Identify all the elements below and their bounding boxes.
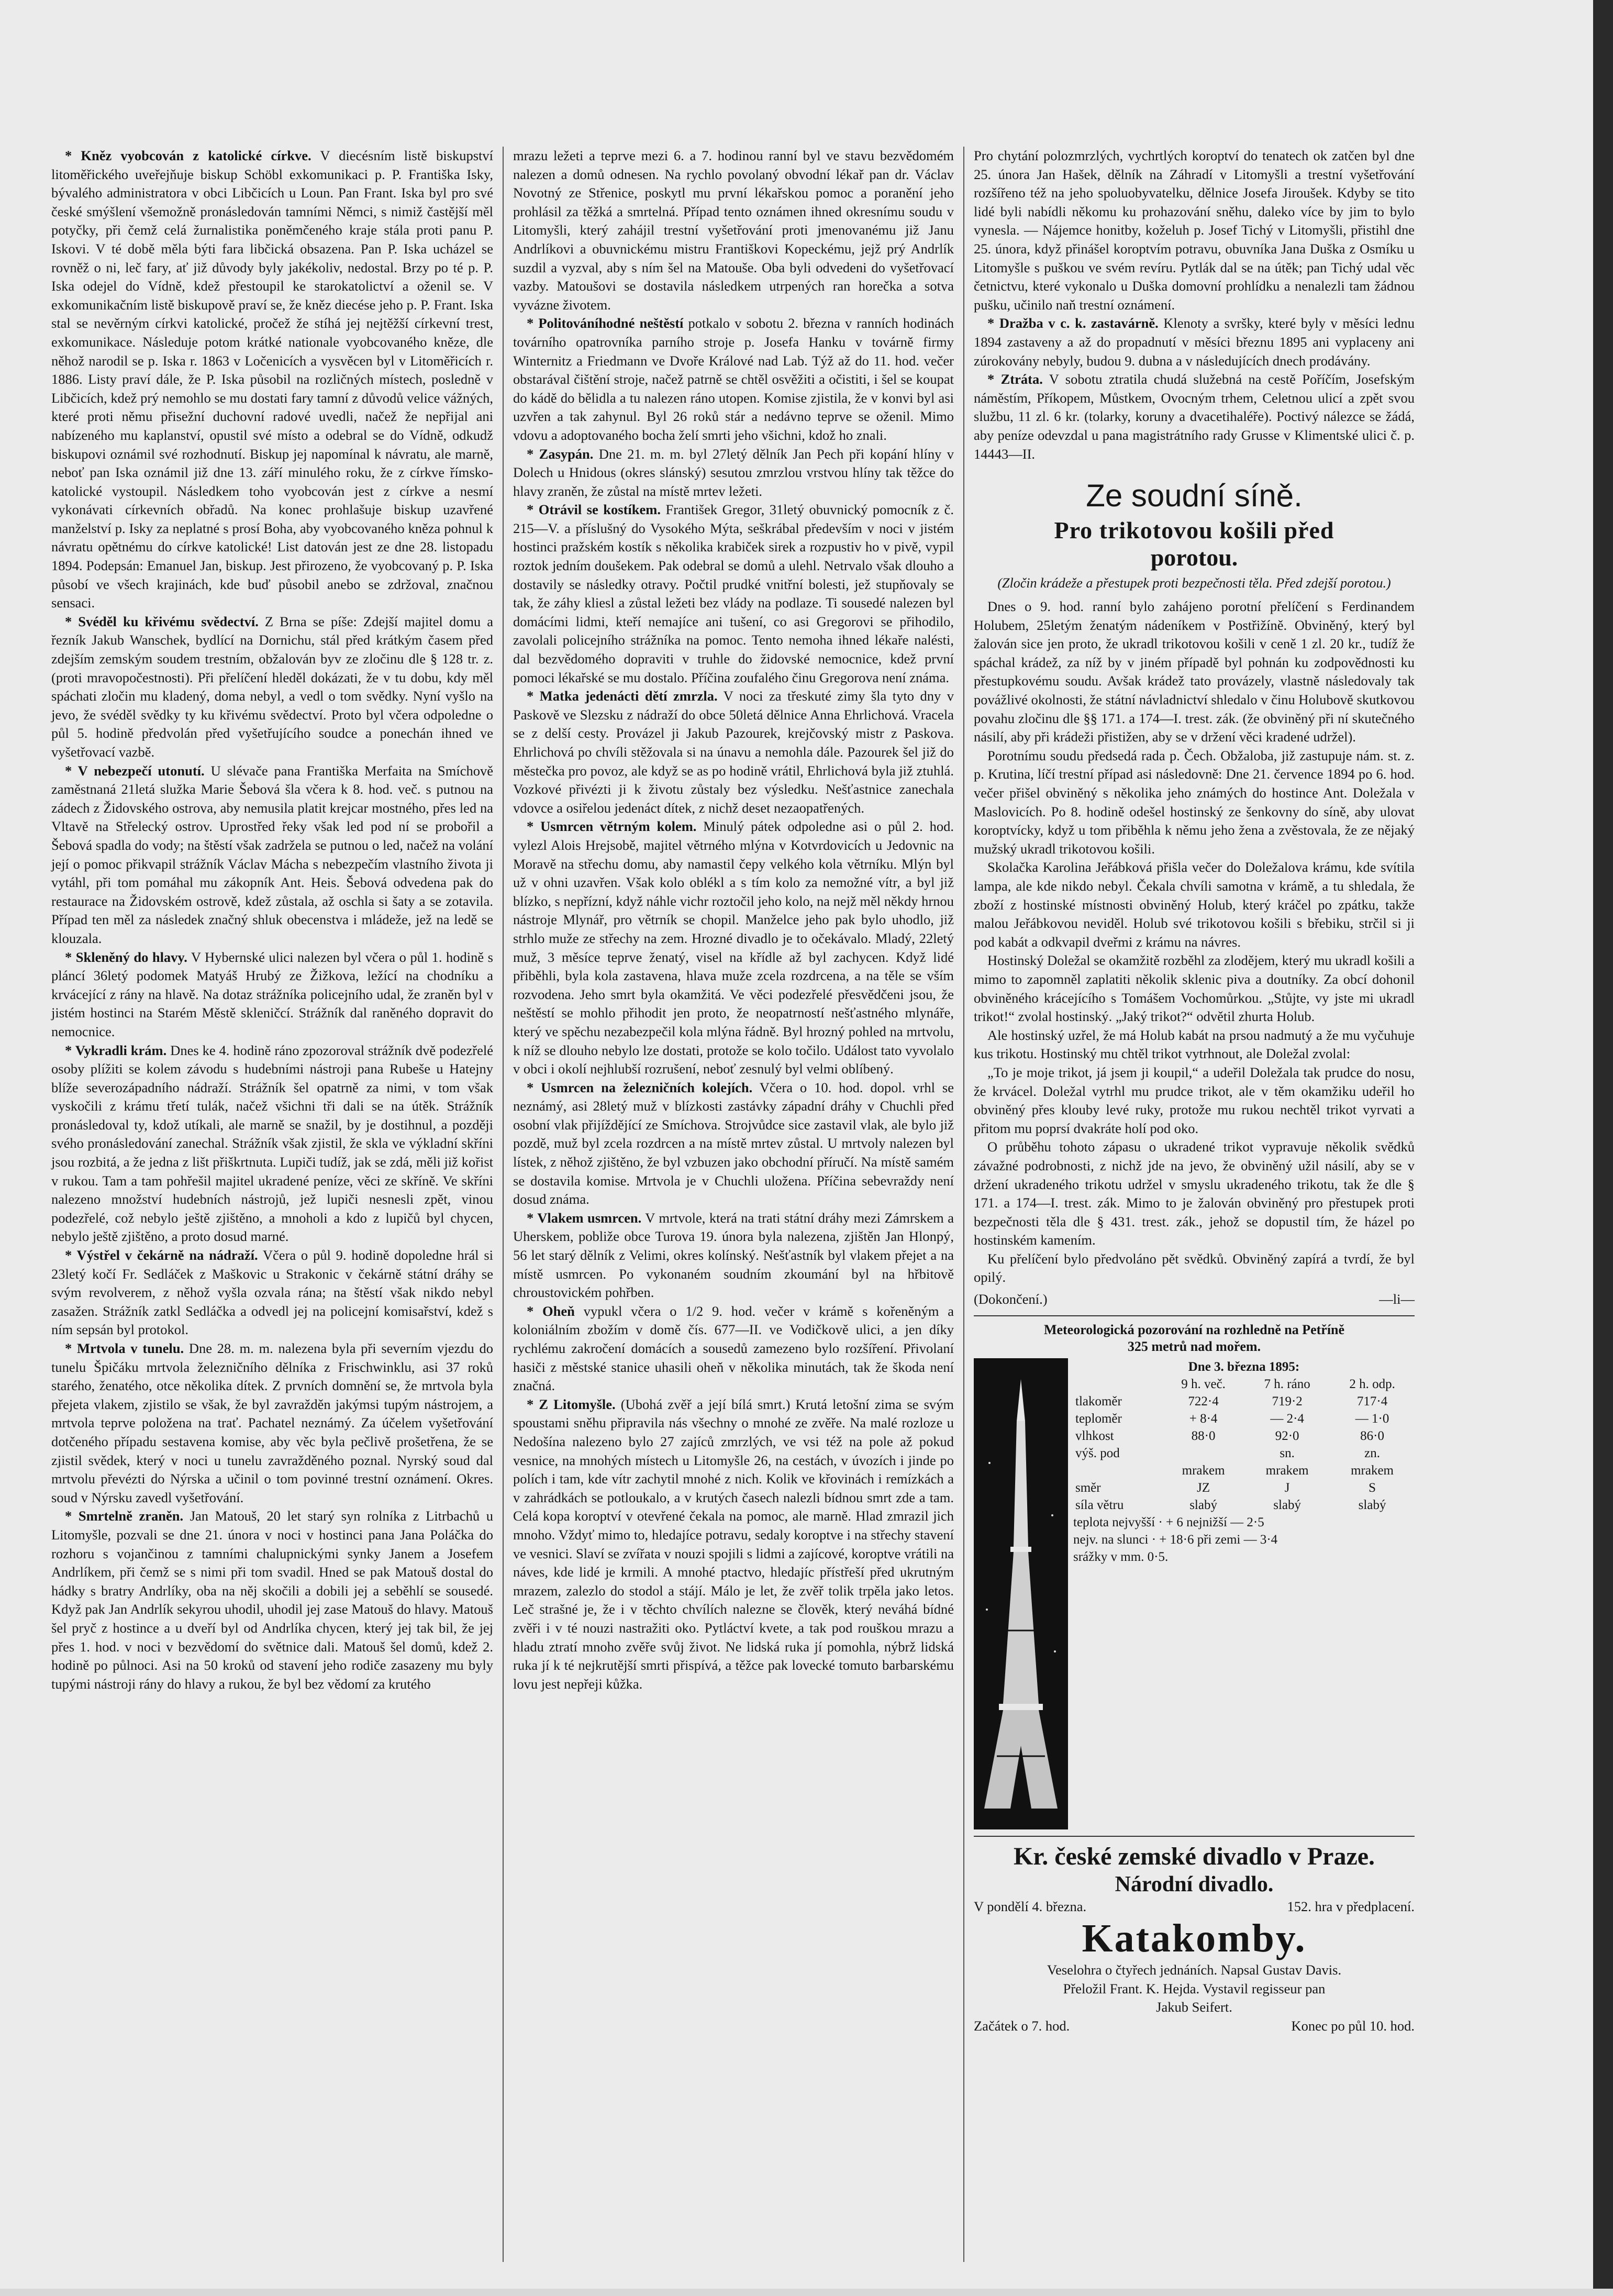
meteo-value: JZ (1197, 1480, 1210, 1495)
meteo-value: — 1·0 (1355, 1411, 1389, 1426)
news-headline: * Vykradli krám. (65, 1042, 167, 1058)
section-subtitle: Pro trikotovou košili před (1054, 517, 1334, 544)
meteo-row (1073, 1496, 1415, 1514)
news-item (513, 147, 954, 314)
column-3-news (974, 147, 1415, 463)
meteo-value: + 8·4 (1189, 1411, 1218, 1426)
meteo-value: S (1369, 1480, 1376, 1495)
section-subtitle-2: porotou. (1150, 544, 1238, 571)
news-body: Dne 21. m. m. byl 27letý dělník Jan Pech při kopání hlíny v Dolech u Hnidous (okres slánský) sesutou zmrzlou vrstvou hlíny tak těžce do hlavy zraněn, že zůstal na místě mrtev ležeti. (513, 446, 954, 499)
meteo-row-label: vlhkost (1075, 1428, 1114, 1443)
column-2 (503, 147, 963, 2262)
news-headline: * Politováníhodné neštěstí (527, 315, 684, 331)
meteo-row (1073, 1445, 1415, 1462)
meteo-row-label: síla větru (1075, 1498, 1124, 1512)
news-item (974, 147, 1415, 314)
news-body: Dne 28. m. m. nalezena byla při severním vjezdu do tunelu Špičáku mrtvola železničního dělníka z Frischwinklu, asi 37 roků starého, ženatého, otce několika dítek. Z prvních domnění se, že mrtvola byla přejeta vlakem, zjistilo se však, že byl zavražděn jakýmsi tupým nástrojem, a mrtvola teprve položena na trať. Pachatel neznámý. Za účelem vyšetřování dotčeného případu sestavena komise, aby věc byla pečlivě prošetřena, že se zjistil svědek, který v noci u tunelu zavražděného poznal. Nyrský soud dal mrtvolu převézti do Nýrska a učinil o tom povinné trestní oznámení. Okres. soud v Nýrsku zavedl vyšetřování. (51, 1340, 494, 1505)
meteo-column-header: 7 h. ráno (1264, 1377, 1310, 1391)
theatre-subtitle: Národní divadlo. (1115, 1872, 1274, 1896)
news-item (51, 147, 493, 613)
tower-icon (974, 1358, 1068, 1829)
news-headline: * Usmrcen větrným kolem. (527, 818, 697, 835)
article-footer (974, 1290, 1415, 1309)
meteo-value: slabý (1189, 1498, 1217, 1512)
meteo-row (1073, 1479, 1415, 1496)
section-note: (Zločin krádeže a přestupek proti bezpečnosti těla. Před zdejší porotou.) (997, 575, 1391, 591)
meteo-row-label: teploměr (1075, 1411, 1122, 1426)
news-headline: * V nebezpečí utonutí. (65, 762, 205, 779)
meteo-row-label: směr (1075, 1480, 1101, 1495)
news-headline: * Výstřel v čekárně na nádraží. (65, 1247, 258, 1263)
court-paragraph: O průběhu tohoto zápasu o ukradené trikot vypravuje několik svědků závažné podrobnosti, z nichž jde na jevo, že obviněný užil násilí, aby se v držení ukradeného trikotu udržel v smyslu ukradeného trikotu, tak že dle § 171. a 174—I. trest. zák. Mimo to je žalován obviněný pro přestupek proti bezpečnosti těla dle § 431. trest. zák., jehož se dopustil tím, že házel po hostinském kamením. (974, 1139, 1415, 1248)
news-body: Jan Matouš, 20 let starý syn rolníka z Litrbachů u Litomyšle, pozvali se dne 21. února v noci v hostinci pana Jana Poláčka do rozhoru s vojančinou z tamními chalupnickými synky Janem a Josefem Andrlíkem, při čemž se s nimi při tom svadil. Hned se pak Matouš dostal do hádky s bratry Andrlíky, oba na něj skočili a dobili jej a seběhlí se sousedé. Když pak Jan Andrlík sekyrou uhodil, uhodil jej zase Matouš do hlavy. Matouš šel pryč z hostince a u dveří byl od Andrlíka chycen, který jej tak bil, že jej přes 1. hod. v noci v bezvědomí do světnice dali. Matouš šel domů, kdež 2. hodině po půlnoci. Asi na 50 kroků od stavení jeho rodiče zasazeny mu byly tupými nástroji rány do hlavy a rukou, že byl bez vědomí za krutého (51, 1508, 493, 1692)
news-body: Pro chytání polozmrzlých, vychrtlých koroptví do tenatech ok zatčen byl dne 25. února Jan Hašek, dělník na Záhradí v Litomyšli a trestní vyšetřování rozšířeno též na jeho spoluobyvatelku, dělnice Josefa Jiroušek. Kdyby se tito lidé byli nabídli někomu ku prohazování sněhu, daleko více by jim to bylo vynesla. — Nájemce honitby, koželuh p. Josef Tichý v Litomyšli, přistihl dne 25. února, když přinášel koroptvím potravu, obuvníka Jana Duška z Osmíku u Litomyšle s puškou ve svém revíru. Pytlák dal se na útěk; pan Tichý udal věc četnictvu, které vykonalo u Duška domovní prohlídku a nenalezli tam žádnou pušku, učinilo naň trestní oznámení. (974, 148, 1415, 313)
news-headline: * Oheň (527, 1303, 575, 1319)
author-signature: —li— (1379, 1291, 1415, 1307)
continuation-note: (Dokončení.) (974, 1291, 1048, 1307)
news-headline: * Kněz vyobcován z katolické církve. (65, 148, 312, 163)
news-body: Klenoty a svršky, které byly v měsíci lednu 1894 zastaveny a až do propadnutí v měsíci březnu 1895 ani vyplaceny ani zúrokovány nebyly, budou 9. dubna a v následujících dnech prodávány. (974, 315, 1415, 369)
meteo-row-label: tlakoměr (1075, 1394, 1122, 1408)
news-headline: * Usmrcen na železničních kolejích. (527, 1079, 753, 1095)
news-item (513, 1209, 954, 1302)
meteo-heading (974, 1322, 1415, 1355)
theatre-day: V pondělí 4. března. (974, 1898, 1087, 1914)
meteo-extra-line: teplota nejvyšší · + 6 nejnižší — 2·5 (1073, 1515, 1264, 1529)
meteo-value: slabý (1273, 1498, 1301, 1512)
meteo-value: 86·0 (1360, 1428, 1384, 1443)
news-headline: * Matka jedenácti dětí zmrzla. (527, 688, 718, 704)
news-body: vypukl včera o 1/2 9. hod. večer v krámě s kořeněným a koloniálním zbožím v domě čís. 677—II. ve Vodičkově ulici, a jen díky rychlému zakročení domácích a sousedů zamezeno bylo rozšíření. Přivolaní hasiči z městské stanice uhasili oheň v několika minutách, tak že škoda není značná. (513, 1303, 954, 1394)
court-paragraph: „To je moje trikot, já jsem ji koupil,“ a udeřil Doležala tak prudce do nosu, že krvácel. Doležal vytrhl mu prudce trikot, ale v těm okamžiku udeřil ho obviněný přes klouby levé ruky, protože mu rukou nechtěl trikot vyrvati a přitom mu poprsí dvakráte holí pod oko. (974, 1064, 1415, 1136)
meteo-value: slabý (1358, 1498, 1386, 1512)
meteo-column-header: 2 h. odp. (1349, 1377, 1395, 1391)
meteo-row (1073, 1410, 1415, 1427)
meteo-value: mrakem (1265, 1463, 1309, 1478)
meteo-extra (1073, 1514, 1415, 1566)
news-body: V Hybernské ulici nalezen byl včera o půl 1. hodině s pláncí 36letý podomek Matyáš Hrubý ze Žižkova, ležící na chodníku a krvácející z rány na hlavě. Na dotaz strážníka policejního udal, že zraněn byl v jistém hostinci na Starém Městě skleničcí. Strážník dal raněného dopravit do nemocnice. (51, 949, 493, 1039)
meteo-value: 717·4 (1356, 1394, 1388, 1408)
meteo-value: sn. (1280, 1446, 1295, 1460)
meteo-row (1073, 1427, 1415, 1445)
meteo-heading-line-2: 325 metrů nad mořem. (1127, 1338, 1261, 1354)
court-paragraph: Hostinský Doležal se okamžitě rozběhl za zlodějem, který mu ukradl košili a mimo to zapomněl zaplatiti několik sklenic piva a doutníky. Za obcí dohonil obviněného krácejícího s Tomášem Vochomůrkou. „Stůjte, vy jste mi ukradl trikot!“ zvolal hostinský. „Jaký trikot?“ odvětil zhurta Holub. (974, 952, 1415, 1025)
meteo-value: mrakem (1182, 1463, 1225, 1478)
divider (974, 1836, 1415, 1837)
meteo-row-label (1073, 1462, 1162, 1479)
column-3 (963, 147, 1424, 2262)
meteo-value: 88·0 (1191, 1428, 1216, 1443)
news-body: mrazu ležeti a teprve mezi 6. a 7. hodinou ranní byl ve stavu bezvědomém nalezen a domů odnesen. Na rychlo povolaný obvodní lékař pan dr. Václav Novotný ze Střenice, poskytl mu první lékařskou pomoc a poranění jeho prohlásil za těžká a smrtelná. Případ tento oznámen ihned okresnímu soudu v Litomyšli, který zahájil trestní vyšetřování proti jmenovanému již Janu Andrlíkovi a obuvnickému mistru Františkovi Kopeckému, jejž prý Andrlík suzdil a vyzval, aby s ním šel na Matouše. Oba byli odvedeni do vyšetřovací vazby. Matoušovi se dostavila následkem utrpených ran horečka a sotva vyvázne životem. (513, 148, 954, 313)
court-paragraph: Porotnímu soudu předsedá rada p. Čech. Obžaloba, již zastupuje nám. st. z. p. Krutina, líčí trestní případ asi následovně: Dne 21. července 1894 po 6. hod. večer přišel obviněný s několika jeho známých do hostince Ant. Doležala v Maslovicích. Po 8. hodině odešel hostinský ze šenkovny do síně, aby ulovat koroptvícky, když u tom přiběhla k němu jeho žena a zvěstovala, že ze nějaký mužský ukradl trikotovou košili. (974, 747, 1415, 857)
meteo-value: 719·2 (1272, 1394, 1303, 1408)
news-headline: * Skleněný do hlavy. (65, 949, 187, 965)
news-body: Z Brna se píše: Zdejší majitel domu a řezník Jakub Wanschek, bydlící na Dornichu, stál před krátkým časem před zdejším zemským soudem trestním, obžalován byv ze zločinu dle § 128 tr. z. (proti mravopočestnosti). Při přelíčení hleděl dokázati, že v tu dobu, kdy měl spáchati zločin mu kladený, doma nebyl, a vedl o tom svědky. Nyní vyšlo na jevo, že svéděl svědky ty ku křivému svědectví. Proto byl včera odpoledne o půl 5. hodině předvolán před vyšetřujícího soudce a ponechán ihned ve vyšetřovací vazbě. (51, 613, 493, 760)
divider (974, 1315, 1415, 1316)
news-body: Včera o půl 9. hodině dopoledne hrál si 23letý kočí Fr. Sedláček z Maškovic u Strakonic v čekárně státní dráhy se svým revolverem, z něhož vyšla ozvala rána; na štěstí však nikdo nebyl zasažen. Strážník zatkl Sedláčka a odvedl jej na policejní komisařství, kdež s ním sepsán byl protokol. (51, 1247, 493, 1338)
news-item (513, 314, 954, 445)
meteo-value: — 2·4 (1270, 1411, 1304, 1426)
news-item (513, 445, 954, 501)
news-headline: * Zasypán. (527, 446, 594, 462)
court-paragraph: Skolačka Karolina Jeřábková přišla večer do Doležalova krámu, kde svítila lampa, ale kde nikdo nebyl. Čekala chvíli samotna v krámě, a tu shledala, že zboží z hostinské místnosti obviněný Holub, který kráčel po zpátku, takže malou Jeřábkovou neviděl. Holub své trikotovou košili s břebiku, strčil si ji pod kabát a odkvapil dveřmi z krámu na návres. (974, 859, 1415, 950)
news-body: Minulý pátek odpoledne asi o půl 2. hod. vylezl Alois Hrejsobě, majitel větrného mlýna v Kotvrdovicích u Jedovnic na Moravě na střechu domu, aby namastil čepy velkého kola větrníku. Mlýn byl už v ohni uzavřen. Však kolo oblékl a s tím kolo za nemožné vítr, a byl již blízko, s nepřízní, když náhle vichr roztočil jeho kolo, na nejž měl někdy hrnou nástroje Mlynář, pro větrník se chopil. Manželce jeho pak bylo uhodlo, již strhlo muže ze střechy na zem. Hrozné divadlo je to očekávalo. Mladý, 22letý muž, 3 měsíce teprve ženatý, visel na křídle až byl zachycen. Když lidé přiběhli, byla kola zastavena, hlava muže zcela rozdrcena, a na těle se vším rozvodena. Jeho smrt byla okamžitá. Ve věci podezřelé přesvědčeni jsou, že neštěstí se mohlo přihodit jen proto, že neopatrností nešťastného mlynáře, který ve spěchu nezabezpečil kola mlýna řádně. Byl hrozný pohled na mrtvolu, k níž se dlouho nebylo lze dostati, protože se kolo točilo. Událost tato vyvolalo v obci i okolí nejhlubší rozrušení, neboť zesnulý byl velmi oblíbený. (513, 818, 954, 1077)
news-body: Dnes ke 4. hodině ráno zpozoroval strážník dvě podezřelé osoby plížiti se kolem závodu s hudebními nástroji pana Rubeše u Hatejny blíže severozápadního nádraží. Strážník šel opatrně za nimi, v tom však vyskočili z krámu třetí tulák, načež všichni tři dali se na útěk. Strážník pronásledoval ty, kdož utíkali, ale marně se snažil, by je dostihnul, a později svého pronásledování zanechal. Strážník však zjistil, že skla ve výkladní skříni jsou rozbitá, a že jedna z lišt přiškrtnuta. Lupiči tudíž, jak se zdá, měli již kořist v rukou. Tam a tam pohřešil majitel ukradené peníze, věci ze skříně. Ve skříni nalezeno množství hudebních nástrojů, jež lupiči nesnesli zpět, vinou podezřelé, což nebylo ještě zjištěno, a mnoholi a kdo z lupičů byl chycen, nebylo ještě zjištěno, a proto dosud marné. (51, 1042, 494, 1245)
news-headline: * Ztráta. (987, 371, 1043, 387)
news-item (513, 687, 954, 817)
news-item (974, 314, 1415, 370)
meteo-extra-line: srážky v mm. 0·5. (1073, 1549, 1169, 1564)
news-item (974, 370, 1415, 463)
news-headline: * Mrtvola v tunelu. (65, 1340, 184, 1356)
news-body: U slévače pana Františka Merfaita na Smíchově zaměstnaná 21letá služka Marie Šebová šla včera k 8. hod. več. s putnou na zádech z Židovského ostrova, aby nemusila platit krejcar mostného, přes led na Vltavě na Střelecký ostrov. Uprostřed řeky však led pod ní se probořil a Šebová spadla do vody; na štěstí však zadržela se putnou o led, načež na volání její o pomoc přikvapil strážník Václav Mácha s nebezpečím vlastního života ji vytáhl, při tom pomáhal mu zákopník Ant. Heis. Šebová odvedena pak do restaurace na Židovském ostrově, kdež zůstala, až oschla si šaty a se zotavila. Případ ten měl za následek značný shluk obecenstva i mládeže, jež na ledě se klouzala. (51, 762, 494, 946)
news-headline: * Smrtelně zraněn. (65, 1508, 184, 1524)
news-headline: * Z Litomyšle. (527, 1396, 616, 1412)
scan-edge (1593, 0, 1613, 2296)
news-body: V noci za třeskuté zimy šla tyto dny v Paskově ve Slezsku z nádraží do obce 50letá dělnice Anna Ehrlichová. Vracela se z delší cesty. Provázel ji Jakub Pazourek, krejčovský mistr z Paskova. Ehrlichová po chvíli stěžovala si na únavu a nemohla dále. Pazourek šel již do městečka pro povoz, ale když se as po hodině vrátil, Ehrlichová byla již ztuhlá. Vozkové přivézti ji k životu zůstaly bez výsledku. Nešťastnice zanechala vdovce a osiřelou jedenáct dítek, z nichž deset nezaopatřených. (513, 688, 954, 816)
end-time: Konec po půl 10. hod. (1291, 2018, 1415, 2034)
news-item (513, 1395, 954, 1694)
news-body: V sobotu ztratila chudá služebná na cestě Poříčím, Josefským náměstím, Příkopem, Můstkem, Ovocným trhem, Celetnou ulicí a zpět svou službu, 11 zl. 6 kr. (tolarky, koruny a dvacetihaléře). Poctivý nálezce se žádá, aby peníze odevzdal u pana magistrátního rady Grusse v Klimentské ulici č. p. 14443—II. (974, 371, 1415, 462)
news-item (513, 817, 954, 1078)
news-item (51, 1246, 493, 1339)
news-body: V mrtvole, která na trati státní dráhy mezi Zámrskem a Uherskem, pobliže obce Turova 19. února byla nalezena, zjištěn Jan Hlonpý, 56 let starý dělník z Velimi, okres kolínský. Nešťastník byl vlakem přejet a na místě usmrcen. Po vykonaném soudním zkoumání byl na hřbitově chroustovickém pohřben. (513, 1210, 954, 1301)
meteo-row (1073, 1393, 1415, 1410)
news-headline: * Dražba v c. k. zastavárně. (987, 315, 1159, 331)
play-description (974, 1961, 1415, 2017)
news-body: potkalo v sobotu 2. března v ranních hodinách továrního opatrovníka parního stroje p. Josefa Hanku v továrně firmy Winternitz a Friedmann ve Dvoře Králové nad Lab. Týž až do 11. hod. večer obstarával čištění stroje, načež patrně se chtěl osvěžiti a očistiti, i šel se koupat do kádě do bělidla a tu nalezen ráno utopen. Komise zjistila, že v konvi byl asi uzvřen a tak zahynul. Byl 26 roků stár a nedávno teprve se oženil. Mimo vdovu a adoptovaného bocha želí smrti jeho všichni, kdož ho znali. (513, 315, 954, 443)
column-1 (42, 147, 503, 2262)
theatre-date-row (974, 1898, 1415, 1916)
news-body: Včera o 10. hod. dopol. vrhl se neznámý, asi 28letý muž v blízkosti zastávky západní dráhy v Chuchli před osobní vlak přijíždějící ze Smíchova. Strojvůdce sice zastavil vlak, ale bylo již pozdě, muž byl zcela rozdrcen a na místě mrtev zůstal. U mrtvoly nalezen byl lístek, z něhož zjištěno, že byl vzbuzen jako obchodní příručí. Na místě samém se dostavila komise. Mrtvola je v Chuchli uložena. Příčina sebevraždy není dosud známa. (513, 1079, 954, 1207)
news-item (51, 1041, 493, 1247)
meteo-value: 92·0 (1275, 1428, 1299, 1443)
meteo-heading-line-1: Meteorologická pozorování na rozhledně na Petříně (1043, 1322, 1345, 1337)
meteo-value: zn. (1364, 1446, 1380, 1460)
theatre-title: Kr. české zemské divadlo v Praze. (1013, 1842, 1375, 1870)
news-headline: * Vlakem usmrcen. (527, 1210, 642, 1226)
court-paragraph: Dnes o 9. hod. ranní bylo zahájeno porotní přelíčení s Ferdinandem Holubem, 25letým ženatým nádeníkem v Postřižíně. Obviněný, který byl žalován sice jen proto, že ukradl trikotovou košili v ceně 1 zl. 20 kr., tudíž že spáchal krádež, za níž by v jiném případě byl pohnán ku zodpovědnosti ku přestupkovému soudu. Avšak krádež tato provázely, vlastně následovaly tak povážlivé okolnosti, že státní návladnictví shledalo v činu Holubově skutkovou povahu zločinu dle §§ 171. a 174—I. trest. zák. (že obviněný při ní skutečného násilí, aby při krádeži přistižen, aby se v držení věci kradené udržel). (974, 598, 1415, 745)
news-body: (Ubohá zvěř a její bílá smrt.) Krutá letošní zima se svým spoustami sněhu připravila nás všechny o mnohé ze zvěře. Na malé rozloze u Nedošína nalezeno bylo 27 zajíců zmrzlých, ve vsi též na pole až pokud vesnice, na mnohých místech u Litomyšle 26, na cestách, v úvozích i jinde po polích i tam, kde vítr zachytil mnohé z nich. Kolik ve křovinách i remízkách a v zahrádkách se potloukalo, a v krutých časech nalezli bídnou smrt zde a tam. Celá kopa koroptví v otevřené čekala na pomoc, ale marně. Hlad zmrazil jich mnoho. Vždyť mimo to, hledajíce potravu, sedaly koroptve i na střechy stavení ve vesnici. Slaví se zvířata v nouzi spojili s lidmi a zajícové, koroptve vrátili na náves, kde lidé je krmili. A mnohé ptactvo, hledajíc přístřeší před ukrutným mrazem, zalezlo do stodol a stájí. Málo je let, že zvěř tolik trpěla jako letos. Leč strašné je, že i v těchto chvílích nalezne se člověk, který neváhá bídné zvěři i v té nouzi nastražiti oko. Pytláctví kvete, a tak pod rouškou mrazu a hladu ztratí mnoho zvěře svůj život. Ne lidská ruka jí pomohla, nýbrž lidská ruka jí k té nejkrutější smrti přispívá, a těžce pak lovecké tomuto barbarskému lovu jest nepřeji kůžka. (513, 1396, 954, 1692)
meteo-value: mrakem (1351, 1463, 1394, 1478)
news-item (51, 762, 493, 948)
meteo-extra-line: nejv. na slunci · + 18·6 při zemi — 3·4 (1073, 1532, 1278, 1547)
court-report (974, 597, 1415, 1287)
news-item (51, 1339, 493, 1507)
news-headline: * Otrávil se kostíkem. (527, 502, 661, 518)
news-body: V diecésním listě biskupství litoměřického uveřejňuje biskup Schöbl exkomunikaci p. P. Františka Isky, bývalého administratora v obci Libčicích u Loun. Pan Frant. Iska byl pro své české smýšlení všemožně pronásledován tamními Němci, s nimiž častější měl potyčky, při čemž celá žurnalistika poněmčeného kraje stála proti panu P. Iskovi. V té době měla býti fara libčická obsazena. Pan P. Iska ucházel se rovněž o ni, leč fary, ať již důvody byly jakékoliv, nedostal. Brzy po té p. P. Iska odejel do Vídně, kdež přestoupil ke starokatolictví a oženil se. V exkomunikačním listě biskupově praví se, že kněz diecése jeho p. P. Frant. Iska stal se nevěrným církvi katolické, pročež že stíhá jej nejtěžší církevní trest, exkomunikace. Následuje potom krátké nationale vyobcovaného kněze, dle něhož narodil se p. Iska r. 1863 v Ločenicích a vysvěcen byl v Litoměřicích r. 1886. Listy praví dále, že P. Iska působil na rozličných místech, posledně v Libčicích, kdež prý nemohlo se mu dostati fary tamní z důvodů velice vážných, které proti němu přisežní duchovní radové uvedli, načež že nepřijal ani nabízeného mu kaplanství, opustil své místo a odebral se do Vídně, odkudž biskupovi oznámil své rozhodnutí. Biskup jej napomínal k návratu, ale marně, neboť pan Iska oznámil již dne 13. září minulého roku, že z církve římsko-katolické vystoupil. Následkem toho vyobcován jest z církve a nesmí vykonávati církevních obřadů. Na konec prohlašuje biskup uzavřené manželství p. Isky za neplatné s prosí Boha, aby vyobcovaného kněza pohnul k návratu opětnému do církve katolické! List datován jest ze dne 28. listopadu 1894. Podepsán: Emanuel Jan, biskup. Jest přirozeno, že vyobcovaný p. P. Iska působí ve všech krajinách, kde buď působil anebo se zdržoval, značnou sensaci. (51, 148, 493, 611)
news-item (513, 501, 954, 687)
court-paragraph: Ku přelíčení bylo předvoláno pět svědků. Obviněný zapírá a tvrdí, že byl opilý. (974, 1250, 1415, 1285)
meteo-grid (1073, 1376, 1415, 1514)
play-description-line-3: Jakub Seifert. (1156, 1999, 1232, 2015)
news-headline: * Svéděl ku křivému svědectví. (65, 613, 259, 629)
court-paragraph: Ale hostinský uzřel, že má Holub kabát na prsou nadmutý a že mu vyčuhuje kus trikotu. Hostinský mu chtěl trikot vytrhnout, ale Doležal zvolal: (974, 1027, 1415, 1062)
meteo-row-label: výš. pod (1075, 1446, 1120, 1460)
news-body: František Gregor, 31letý obuvnický pomocník z č. 215—V. a příslušný do Vysokého Mýta, seškrábal především v noci v jistém hostinci pražském kostík s několika krabiček sirek a rozpustiv ho v pivě, vypil roztok jedním doušekem. Pak odebral se domů a ulehl. Netrvalo však dlouho a dostavily se následky otravy. Počtil prudké vnitřní bolesti, jež stupňovaly se tak, že záhy kliesl a zůstal ležeti bez vlády na podlaze. Ti sousedé nalezen byl domácími lidmi, kteří nemajíce ani tušení, co asi Gregorovi se přihodilo, zavolali policejního strážníka na pomoc. Tento nemoha ihned lékaře nalésti, dal bezvědomého dopraviti v truhle do židovské nemocnice, kdež první pomoci lékařské se mu dostalo. Příčina zoufalého činu Gregorova není známa. (513, 502, 954, 685)
start-time: Začátek o 7. hod. (974, 2018, 1070, 2034)
play-description-line-1: Veselohra o čtyřech jednáních. Napsal Gustav Davis. (1047, 1962, 1342, 1978)
theatre-time-row (974, 2017, 1415, 2036)
meteo-table (1073, 1358, 1415, 1829)
meteo-block (974, 1358, 1415, 1829)
theatre-performance: 152. hra v předplacení. (1287, 1898, 1415, 1914)
section-title: Ze soudní síně. (1086, 478, 1303, 514)
meteo-header-row (1073, 1376, 1415, 1393)
newspaper-page (42, 147, 1455, 2262)
meteo-value: 722·4 (1188, 1394, 1219, 1408)
meteo-date: Dne 3. března 1895: (1188, 1359, 1300, 1374)
meteo-column-header: 9 h. več. (1181, 1377, 1226, 1391)
news-item (51, 1507, 493, 1693)
meteo-row (1073, 1462, 1415, 1479)
play-description-line-2: Přeložil Frant. K. Hejda. Vystavil regisseur pan (1063, 1980, 1326, 1996)
meteo-value (1162, 1445, 1244, 1462)
petrin-tower-illustration (974, 1358, 1068, 1829)
scan-edge-bottom (0, 2289, 1613, 2296)
play-title: Katakomby. (1082, 1916, 1307, 1961)
news-item (51, 948, 493, 1041)
news-item (513, 1079, 954, 1209)
meteo-value: J (1284, 1480, 1290, 1495)
news-item (513, 1302, 954, 1395)
news-item (51, 613, 493, 762)
